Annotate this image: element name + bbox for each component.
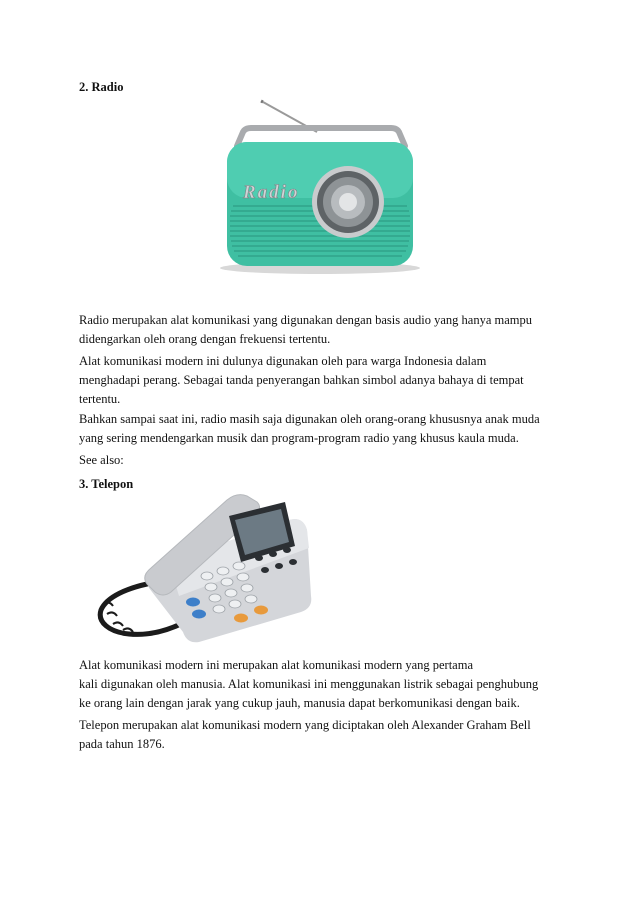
text-line: Telepon merupakan alat komunikasi modern yang diciptakan oleh Alexander Graham Bell: [79, 718, 531, 732]
paragraph-telepon-2: [79, 716, 564, 754]
text-line: See also:: [79, 453, 124, 467]
radio-label-text: Radio: [243, 182, 300, 203]
text-line: Radio merupakan alat komunikasi yang digunakan dengan basis audio yang hanya mampu: [79, 313, 533, 327]
text-line: yang sering mendengarkan musik dan program-program radio yang khusus kaula muda.: [79, 431, 519, 445]
paragraph-radio-3: [79, 410, 564, 448]
paragraph-telepon-1: [79, 656, 564, 713]
text-line: pada tahun 1876.: [79, 737, 165, 751]
text-line: Alat komunikasi modern ini dulunya digunakan oleh para warga Indonesia dalam: [79, 354, 487, 368]
section-heading-radio: 2. Radio: [79, 80, 124, 94]
text-line: Alat komunikasi modern ini merupakan alat komunikasi modern yang pertama: [79, 658, 473, 672]
text-line: kali digunakan oleh manusia. Alat komunikasi ini menggunakan listrik sebagai penghubung: [79, 677, 539, 691]
text-line: didengarkan oleh orang dengan frekuensi tertentu.: [79, 332, 331, 346]
text-line: ke orang lain dengan jarak yang cukup jauh, manusia dapat berkomunikasi dengan baik.: [79, 696, 520, 710]
telephone-image: [89, 492, 319, 644]
paragraph-radio-2: [79, 352, 564, 409]
text-line: menghadapi perang. Sebagai tanda penyerangan bahkan simbol adanya bahaya di tempat: [79, 373, 524, 387]
radio-image: [205, 98, 435, 276]
text-line: tertentu.: [79, 392, 121, 406]
paragraph-radio-1: [79, 311, 564, 349]
paragraph-see-also: [79, 451, 564, 470]
section-heading-telepon: 3. Telepon: [79, 477, 134, 491]
text-line: Bahkan sampai saat ini, radio masih saja digunakan oleh orang-orang khususnya anak muda: [79, 412, 540, 426]
